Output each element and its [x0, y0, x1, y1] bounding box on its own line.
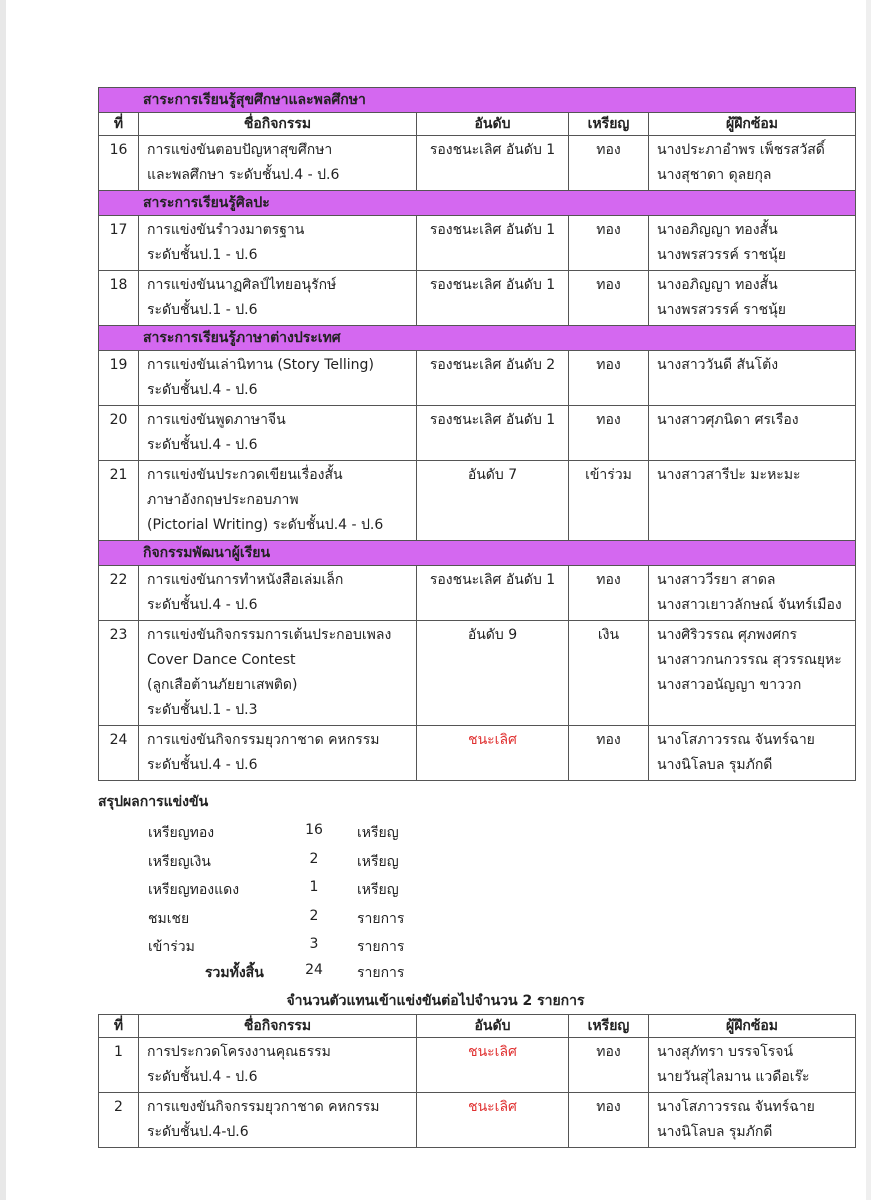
row-trainers: [649, 1038, 856, 1093]
row-medal: ทอง: [569, 1038, 649, 1093]
summary-label: รวมทั้งสิ้น: [205, 965, 264, 981]
summary-count: 2: [309, 850, 319, 867]
row-rank: รองชนะเลิศ อันดับ 1: [417, 566, 569, 621]
summary-label: เหรียญทองแดง: [148, 882, 240, 898]
table-row: [99, 351, 856, 406]
row-activity: [139, 726, 417, 781]
row-no: 20: [99, 406, 139, 461]
row-activity: [139, 136, 417, 191]
trainer-name: นางสาววีรยา สาดล: [657, 572, 776, 588]
row-trainers: [649, 136, 856, 191]
row-activity: [139, 1093, 417, 1148]
table-row: [99, 1093, 856, 1148]
activity-line: การแข่งขันกิจกรรมยุวกาชาด คหกรรม: [147, 732, 380, 748]
row-medal: เงิน: [569, 621, 649, 726]
page-edge-left: [0, 0, 6, 1200]
summary-unit: เหรียญ: [357, 825, 399, 841]
row-medal: เข้าร่วม: [569, 461, 649, 541]
row-trainers: [649, 406, 856, 461]
row-no: 22: [99, 566, 139, 621]
summary-label: เข้าร่วม: [148, 939, 195, 955]
row-medal: ทอง: [569, 271, 649, 326]
row-rank: รองชนะเลิศ อันดับ 1: [417, 406, 569, 461]
trainer-name: นางพรสวรรค์ ราชนุ้ย: [657, 302, 786, 318]
row-no: 23: [99, 621, 139, 726]
header-activity: ชื่อกิจกรรม: [139, 113, 417, 136]
trainer-name: นางประภาอำพร เพ็ชรสวัสดิ์: [657, 142, 825, 158]
trainer-name: นางศิริวรรณ ศุภพงศกร: [657, 627, 798, 643]
trainer-name: นางสาวอนัญญา ขาววก: [657, 677, 802, 693]
row-rank: รองชนะเลิศ อันดับ 1: [417, 216, 569, 271]
section-title: สาระการเรียนรู้ภาษาต่างประเทศ: [99, 326, 856, 351]
summary-count: 3: [309, 936, 319, 952]
row-trainers: [649, 621, 856, 726]
row-medal: ทอง: [569, 351, 649, 406]
activity-line: การแข่งขันเล่านิทาน (Story Telling): [147, 357, 374, 373]
row-rank: รองชนะเลิศ อันดับ 1: [417, 136, 569, 191]
table-row: [99, 621, 856, 726]
activity-line: ระดับชั้นป.4 - ป.6: [147, 382, 258, 398]
summary-label: ชมเชย: [148, 910, 190, 927]
trainer-name: นางสุชาดา ดุลยกุล: [657, 167, 772, 183]
section-row: [99, 88, 856, 113]
row-no: 2: [99, 1093, 139, 1148]
row-trainers: [649, 216, 856, 271]
header-rank: อันดับ: [417, 1015, 569, 1038]
summary-label: เหรียญทอง: [148, 825, 215, 841]
header-trainer: ผู้ฝึกซ้อม: [649, 113, 856, 136]
trainer-name: นางสาวเยาวลักษณ์ จันทร์เมือง: [657, 597, 842, 613]
header-activity: ชื่อกิจกรรม: [139, 1015, 417, 1038]
row-rank: ชนะเลิศ: [417, 1038, 569, 1093]
row-activity: [139, 621, 417, 726]
row-medal: ทอง: [569, 1093, 649, 1148]
section-title: สาระการเรียนรู้ศิลปะ: [99, 191, 856, 216]
trainer-name: นายวันสุไลมาน แวดือเร๊ะ: [657, 1069, 810, 1085]
table-row: [99, 136, 856, 191]
row-rank: ชนะเลิศ: [417, 726, 569, 781]
section-row: [99, 191, 856, 216]
table-row: [99, 271, 856, 326]
row-activity: [139, 271, 417, 326]
table-row: [99, 1038, 856, 1093]
header-no: ที่: [99, 1015, 139, 1038]
header-trainer: ผู้ฝึกซ้อม: [649, 1015, 856, 1038]
row-rank: รองชนะเลิศ อันดับ 2: [417, 351, 569, 406]
section-row: [99, 326, 856, 351]
row-no: 21: [99, 461, 139, 541]
representatives-title: จำนวนตัวแทนเข้าแข่งขันต่อไปจำนวน 2 รายการ: [286, 993, 585, 1009]
summary-unit: เหรียญ: [357, 853, 399, 870]
activity-line: การแข่งขันรำวงมาตรฐาน: [147, 222, 305, 238]
table-row: [99, 406, 856, 461]
row-no: 17: [99, 216, 139, 271]
row-rank: อันดับ 7: [417, 461, 569, 541]
row-no: 24: [99, 726, 139, 781]
activity-line: การแข่งขันนาฏศิลป์ไทยอนุรักษ์: [147, 277, 337, 293]
table-row: [99, 566, 856, 621]
trainer-name: นางสุภัทรา บรรจโรจน์: [657, 1044, 794, 1060]
activity-line: ระดับชั้นป.4 - ป.6: [147, 757, 258, 773]
summary-unit: รายการ: [357, 965, 405, 981]
row-trainers: [649, 726, 856, 781]
activity-line: ภาษาอังกฤษประกอบภาพ: [147, 492, 299, 508]
activity-line: การแข่งขันตอบปัญหาสุขศึกษา: [147, 142, 333, 158]
summary-count: 16: [305, 822, 323, 838]
row-rank: อันดับ 9: [417, 621, 569, 726]
summary-unit: รายการ: [357, 939, 405, 955]
row-trainers: [649, 271, 856, 326]
section-title: กิจกรรมพัฒนาผู้เรียน: [99, 541, 856, 566]
header-no: ที่: [99, 113, 139, 136]
summary-unit: รายการ: [357, 910, 405, 927]
activity-line: ระดับชั้นป.4 - ป.6: [147, 437, 258, 453]
row-activity: [139, 461, 417, 541]
header-row: [99, 113, 856, 136]
table-row: [99, 216, 856, 271]
trainer-name: นางสาววันดี สันโต้ง: [657, 357, 779, 373]
row-activity: [139, 216, 417, 271]
summary-count: 2: [309, 907, 319, 924]
row-rank: รองชนะเลิศ อันดับ 1: [417, 271, 569, 326]
row-rank: ชนะเลิศ: [417, 1093, 569, 1148]
summary-count: 24: [305, 962, 323, 978]
row-no: 18: [99, 271, 139, 326]
table-row: [99, 726, 856, 781]
header-medal: เหรียญ: [569, 1015, 649, 1038]
row-trainers: [649, 351, 856, 406]
summary-label: เหรียญเงิน: [148, 853, 211, 870]
trainer-name: นางพรสวรรค์ ราชนุ้ย: [657, 247, 786, 263]
row-medal: ทอง: [569, 136, 649, 191]
row-trainers: [649, 566, 856, 621]
trainer-name: นางโสภาวรรณ จันทร์ฉาย: [657, 732, 815, 748]
activity-line: Cover Dance Contest: [147, 652, 296, 668]
row-trainers: [649, 461, 856, 541]
row-no: 16: [99, 136, 139, 191]
summary-unit: เหรียญ: [357, 882, 399, 898]
activity-line: ระดับชั้นป.1 - ป.6: [147, 247, 258, 263]
activity-line: การแข่งขันพูดภาษาจีน: [147, 412, 286, 428]
trainer-name: นางนิโลบล รุมภักดี: [657, 1124, 773, 1140]
row-medal: ทอง: [569, 726, 649, 781]
results-table: [98, 87, 856, 781]
row-activity: [139, 406, 417, 461]
activity-line: ระดับชั้นป.1 - ป.3: [147, 702, 258, 718]
summary-title: สรุปผลการแข่งขัน: [98, 794, 209, 810]
row-no: 1: [99, 1038, 139, 1093]
activity-line: การแขงขันกิจกรรมยุวกาชาด คหกรรม: [147, 1099, 380, 1115]
representatives-table: [98, 1014, 856, 1148]
trainer-name: นางอภิญญา ทองสั้น: [657, 277, 778, 293]
summary-count: 1: [309, 879, 319, 895]
trainer-name: นางนิโลบล รุมภักดี: [657, 757, 773, 773]
activity-line: (ลูกเสือต้านภัยยาเสพติด): [147, 677, 298, 693]
row-medal: ทอง: [569, 566, 649, 621]
page-edge-right: [866, 0, 871, 1200]
section-row: [99, 541, 856, 566]
row-activity: [139, 351, 417, 406]
trainer-name: นางสาวสารีปะ มะหะมะ: [657, 467, 801, 483]
activity-line: ระดับชั้นป.4 - ป.6: [147, 1069, 258, 1085]
activity-line: และพลศึกษา ระดับชั้นป.4 - ป.6: [147, 167, 340, 183]
trainer-name: นางสาวศุภนิดา ศรเรือง: [657, 412, 799, 428]
activity-line: การประกวดโครงงานคุณธรรม: [147, 1044, 331, 1060]
activity-line: ระดับชั้นป.4 - ป.6: [147, 597, 258, 613]
row-activity: [139, 566, 417, 621]
row-activity: [139, 1038, 417, 1093]
table-row: [99, 461, 856, 541]
activity-line: ระดับชั้นป.4-ป.6: [147, 1124, 249, 1140]
activity-line: ระดับชั้นป.1 - ป.6: [147, 302, 258, 318]
activity-line: (Pictorial Writing) ระดับชั้นป.4 - ป.6: [147, 517, 384, 533]
header-row: [99, 1015, 856, 1038]
section-title: สาระการเรียนรู้สุขศึกษาและพลศึกษา: [99, 88, 856, 113]
row-medal: ทอง: [569, 406, 649, 461]
activity-line: การแข่งขันกิจกรรมการเต้นประกอบเพลง: [147, 627, 392, 643]
trainer-name: นางสาวกนกวรรณ สุวรรณยุหะ: [657, 652, 842, 668]
activity-line: การแข่งขันประกวดเขียนเรื่องสั้น: [147, 467, 343, 483]
header-medal: เหรียญ: [569, 113, 649, 136]
row-trainers: [649, 1093, 856, 1148]
activity-line: การแข่งขันการทำหนังสือเล่มเล็ก: [147, 572, 344, 588]
trainer-name: นางโสภาวรรณ จันทร์ฉาย: [657, 1099, 815, 1115]
row-medal: ทอง: [569, 216, 649, 271]
header-rank: อันดับ: [417, 113, 569, 136]
row-no: 19: [99, 351, 139, 406]
trainer-name: นางอภิญญา ทองสั้น: [657, 222, 778, 238]
